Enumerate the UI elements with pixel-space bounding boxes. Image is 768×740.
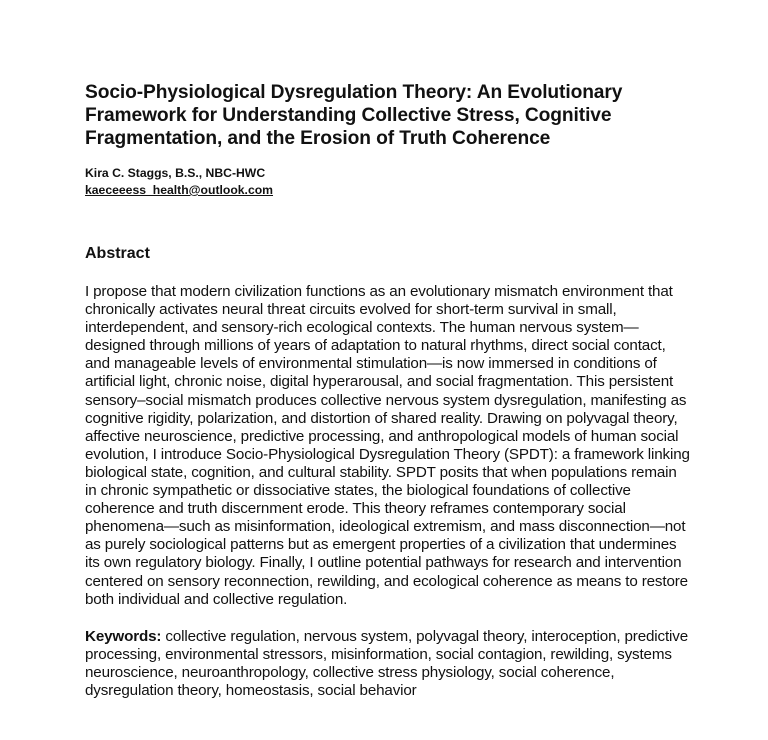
abstract-text: I propose that modern civilization functions as an evolutionary mismatch environment that chronically activates neural threat circuits evolved for short-term survival in small, interdependent, and sensory-rich ecological contexts. The human nervous system—designed through millions of years of adaptation to natural rhythms, direct social contact, and manageable levels of environmental stimulation—is now immersed in conditions of artificial light, chronic noise, digital hyperarousal, and social fragmentation. This persistent sensory–social mismatch produces collective nervous system dysregulation, manifesting as cognitive rigidity, polarization, and distortion of shared reality. Drawing on polyvagal theory, affective neuroscience, predictive processing, and anthropological models of human social evolution, I introduce Socio-Physiological Dysregulation Theory (SPDT): a framework linking biological state, cognition, and cultural stability. SPDT posits that when populations remain in chronic sympathetic or dissociative states, the biological foundations of collective coherence and truth discernment erode. This theory reframes contemporary social phenomena—such as misinformation, ideological extremism, and mass disconnection—not as purely sociological patterns but as emergent properties of a civilization that undermines its own regulatory biology. Finally, I outline potential pathways for research and intervention centered on sensory reconnection, rewilding, and ecological coherence as means to restore both individual and collective regulation. [85, 283, 690, 608]
keywords-paragraph [85, 628, 690, 700]
keywords-text: collective regulation, nervous system, polyvagal theory, interoception, predictive processing, environmental stressors, misinformation, social contagion, rewilding, systems neuroscience, neuroanthropology, collective stress physiology, social coherence, dysregulation theory, homeostasis, social behavior [85, 627, 689, 699]
paper-title: Socio-Physiological Dysregulation Theory: An Evolutionary Framework for Understanding Collective Stress, Cognitive Fragmentation, and the Erosion of Truth Coherence [85, 82, 623, 149]
author-email-link[interactable]: kaeceeess_health@outlook.com [85, 183, 274, 197]
author-name: Kira C. Staggs, B.S., NBC-HWC [85, 166, 266, 180]
abstract-heading: Abstract [85, 245, 150, 262]
paper-page [85, 81, 690, 700]
keywords-label: Keywords: [85, 627, 162, 645]
